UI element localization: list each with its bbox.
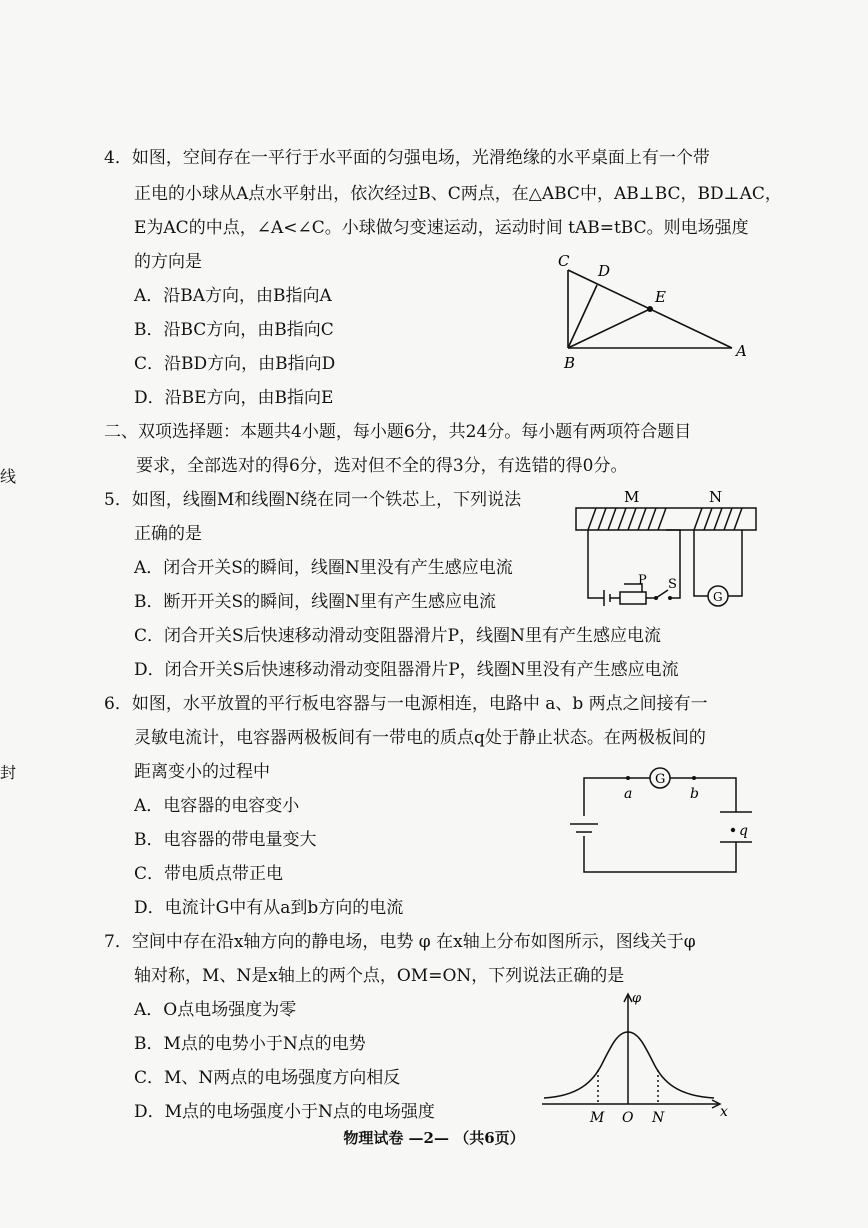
figure-label: b	[690, 786, 699, 802]
option-a: A．电容器的电容变小	[134, 796, 300, 816]
question-stem-line: 4．如图，空间存在一平行于水平面的匀强电场，光滑绝缘的水平桌面上有一个带	[104, 148, 710, 168]
figure-label: P	[638, 573, 647, 588]
figure-label: E	[655, 288, 666, 306]
figure-label: A	[736, 342, 747, 360]
option-a: A．闭合开关S的瞬间，线圈N里没有产生感应电流	[134, 558, 513, 578]
question-stem-line: 5．如图，线圈M和线圈N绕在同一个铁芯上，下列说法	[104, 490, 522, 510]
section-heading-line: 二、双项选择题：本题共4小题，每小题6分，共24分。每小题有两项符合题目	[104, 422, 692, 442]
figure-label: B	[564, 354, 576, 372]
figure-label: q	[739, 823, 748, 839]
question-stem-line: 正电的小球从A点水平射出，依次经过B、C两点，在△ABC中，AB⊥BC，BD⊥AC，	[134, 184, 782, 204]
figure-label: M	[590, 1110, 605, 1126]
galvanometer-label: G	[655, 772, 666, 787]
figure-label: N	[709, 488, 723, 506]
option-c: C．沿BD方向，由B指向D	[134, 354, 336, 374]
triangle-figure	[550, 248, 760, 373]
figure-label: M	[624, 488, 640, 506]
question-stem-line: 灵敏电流计，电容器两极板间有一带电的质点q处于静止状态。在两极板间的	[134, 728, 706, 748]
figure-label: S	[668, 577, 677, 592]
question-stem-line: 正确的是	[134, 524, 202, 544]
question-stem-line: 轴对称，M、N是x轴上的两个点，OM=ON，下列说法正确的是	[134, 966, 625, 986]
question-stem-line: 6．如图，水平放置的平行板电容器与一电源相连，电路中 a、b 两点之间接有一	[104, 694, 708, 714]
question-stem-line: 7．空间中存在沿x轴方向的静电场，电势 φ 在x轴上分布如图所示，图线关于φ	[104, 932, 696, 952]
binding-margin-mark: 封	[0, 763, 17, 782]
binding-margin-mark: 线	[0, 467, 17, 486]
option-b: B．断开开关S的瞬间，线圈N里有产生感应电流	[134, 592, 497, 612]
option-d: D．电流计G中有从a到b方向的电流	[134, 898, 404, 918]
option-b: B．电容器的带电量变大	[134, 830, 317, 850]
figure-label: a	[624, 786, 633, 802]
figure-label: C	[558, 252, 570, 270]
galvanometer-label: G	[713, 590, 723, 604]
option-d: D．M点的电场强度小于N点的电场强度	[134, 1102, 435, 1122]
option-c: C．带电质点带正电	[134, 864, 284, 884]
option-a: A．O点电场强度为零	[134, 1000, 297, 1020]
option-c: C．闭合开关S后快速移动滑动变阻器滑片P，线圈N里有产生感应电流	[134, 626, 661, 646]
option-b: B．M点的电势小于N点的电势	[134, 1034, 366, 1054]
option-c: C．M、N两点的电场强度方向相反	[134, 1068, 401, 1088]
option-d: D．沿BE方向，由B指向E	[134, 388, 334, 408]
question-stem-line: E为AC的中点，∠A<∠C。小球做匀变速运动，运动时间 tAB=tBC。则电场强度	[134, 218, 749, 238]
option-a: A．沿BA方向，由B指向A	[134, 286, 332, 306]
figure-label: φ	[632, 991, 642, 1006]
figure-label: x	[720, 1104, 728, 1120]
figure-label: O	[622, 1110, 634, 1126]
capacitor-circuit-figure	[570, 764, 756, 880]
section-heading-line: 要求，全部选对的得6分，选对但不全的得3分，有选错的得0分。	[136, 456, 628, 476]
potential-graph-figure	[538, 990, 738, 1125]
option-d: D．闭合开关S后快速移动滑动变阻器滑片P，线圈N里没有产生感应电流	[134, 660, 679, 680]
coil-circuit-figure	[574, 488, 760, 612]
figure-label: D	[598, 262, 611, 280]
figure-label: N	[652, 1110, 665, 1126]
question-stem-line: 的方向是	[134, 252, 202, 272]
question-stem-line: 距离变小的过程中	[134, 762, 270, 782]
page-footer: 物理试卷 —2— （共6页）	[343, 1129, 525, 1147]
option-b: B．沿BC方向，由B指向C	[134, 320, 334, 340]
